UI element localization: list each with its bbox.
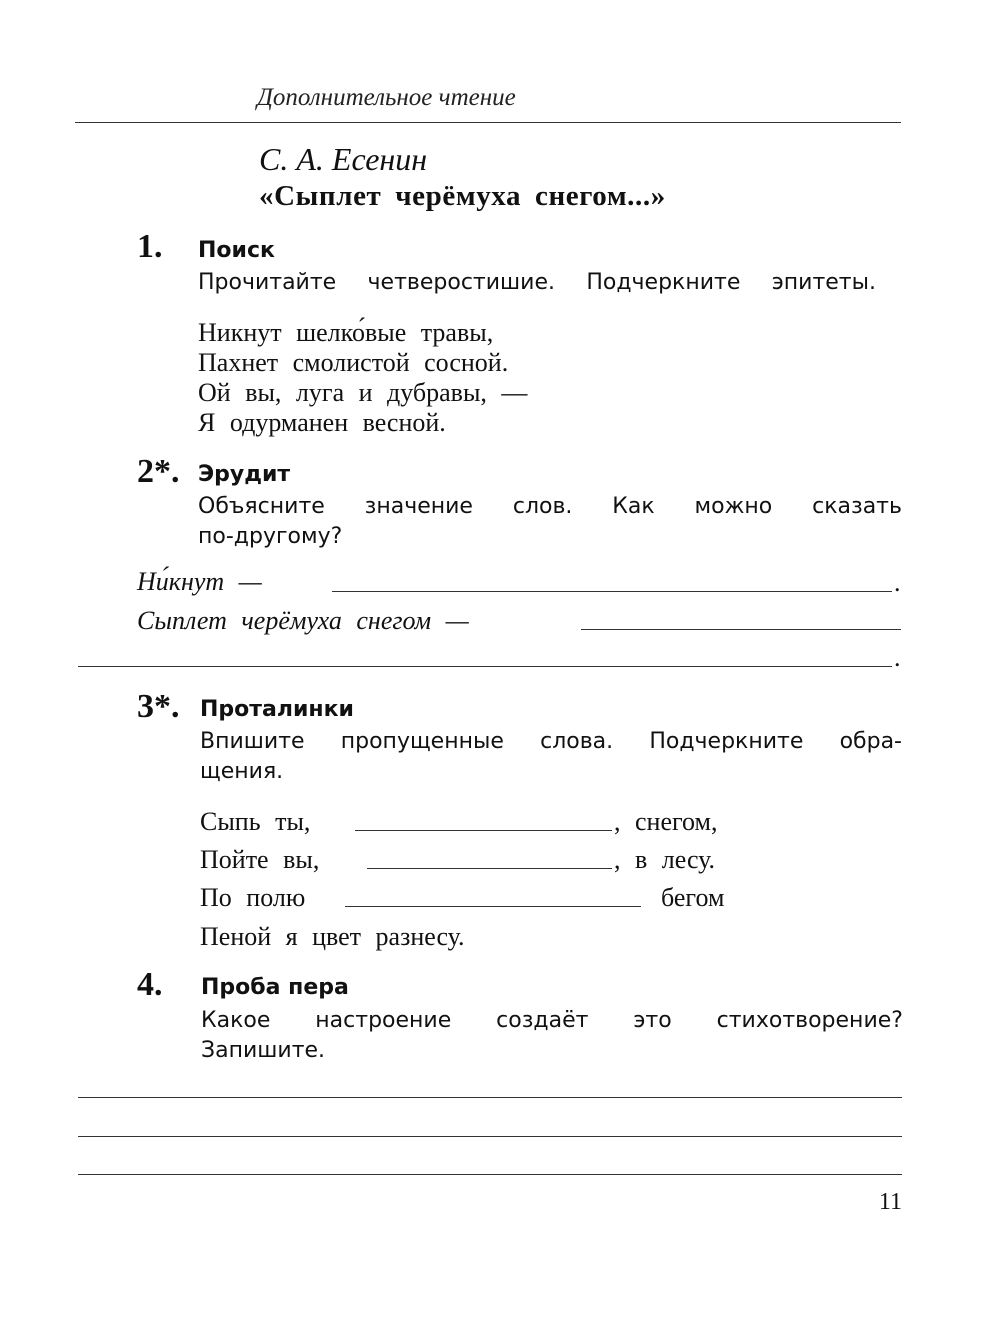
running-header: Дополнительное чтение [257, 84, 516, 111]
task-3-verse-before: По полю [200, 883, 306, 912]
task-3-title: Проталинки [200, 697, 354, 722]
answer-line-niknut[interactable] [332, 591, 892, 592]
task-3-number: 3*. [137, 688, 180, 725]
task-1-verse-line: Никнут шелко́вые травы, [198, 318, 494, 347]
task-3-verse-before: Пойте вы, [200, 845, 320, 874]
task-4-instruction: Какое настроение создаёт это стихотворение? [201, 1008, 903, 1033]
task-3-instruction-line2: щения. [200, 759, 284, 784]
answer-line-syplet-continuation[interactable] [78, 666, 892, 667]
task-1-verse-line: Ой вы, луга и дубравы, — [198, 378, 528, 407]
task-3-verse-line: Пеной я цвет разнесу. [200, 922, 465, 951]
answer-label-niknut: Ни́кнут — [137, 567, 262, 596]
task-1-instruction: Прочитайте четверостишие. Подчеркните эпитеты. [198, 270, 876, 295]
task-4-instruction-line2: Запишите. [201, 1038, 326, 1063]
task-2-number: 2*. [137, 453, 180, 490]
answer-end-dot: . [894, 643, 901, 672]
poem-title: «Сыплет черёмуха снегом...» [259, 180, 666, 212]
fill-in-line-2[interactable] [367, 868, 612, 869]
answer-end-dot: . [894, 568, 901, 597]
task-3-verse-after: , снегом, [614, 807, 718, 836]
fill-in-line-1[interactable] [355, 830, 612, 831]
page-number: 11 [878, 1189, 902, 1215]
answer-line-syplet[interactable] [581, 629, 901, 630]
writing-line[interactable] [78, 1097, 902, 1098]
writing-line[interactable] [78, 1136, 902, 1137]
writing-line[interactable] [78, 1174, 902, 1175]
task-3-instruction: Впишите пропущенные слова. Подчеркните обра- [200, 729, 902, 754]
task-2-instruction-line2: по-другому? [198, 524, 343, 549]
task-3-verse-before: Сыпь ты, [200, 807, 311, 836]
task-3-verse-after: , в лесу. [614, 845, 716, 874]
fill-in-line-3[interactable] [345, 906, 641, 907]
task-1-title: Поиск [198, 238, 275, 263]
task-1-verse-line: Пахнет смолистой сосной. [198, 348, 509, 377]
poem-author: С. А. Есенин [259, 141, 428, 177]
task-4-title: Проба пера [201, 975, 349, 1000]
answer-label-syplet: Сыплет черёмуха снегом — [137, 606, 469, 635]
task-4-number: 4. [137, 966, 163, 1003]
task-2-instruction: Объясните значение слов. Как можно сказать [198, 494, 902, 519]
task-3-verse-after: бегом [661, 883, 725, 912]
task-1-number: 1. [137, 228, 163, 265]
header-rule [75, 122, 901, 123]
task-2-title: Эрудит [198, 462, 291, 487]
task-1-verse-line: Я одурманен весной. [198, 408, 446, 437]
